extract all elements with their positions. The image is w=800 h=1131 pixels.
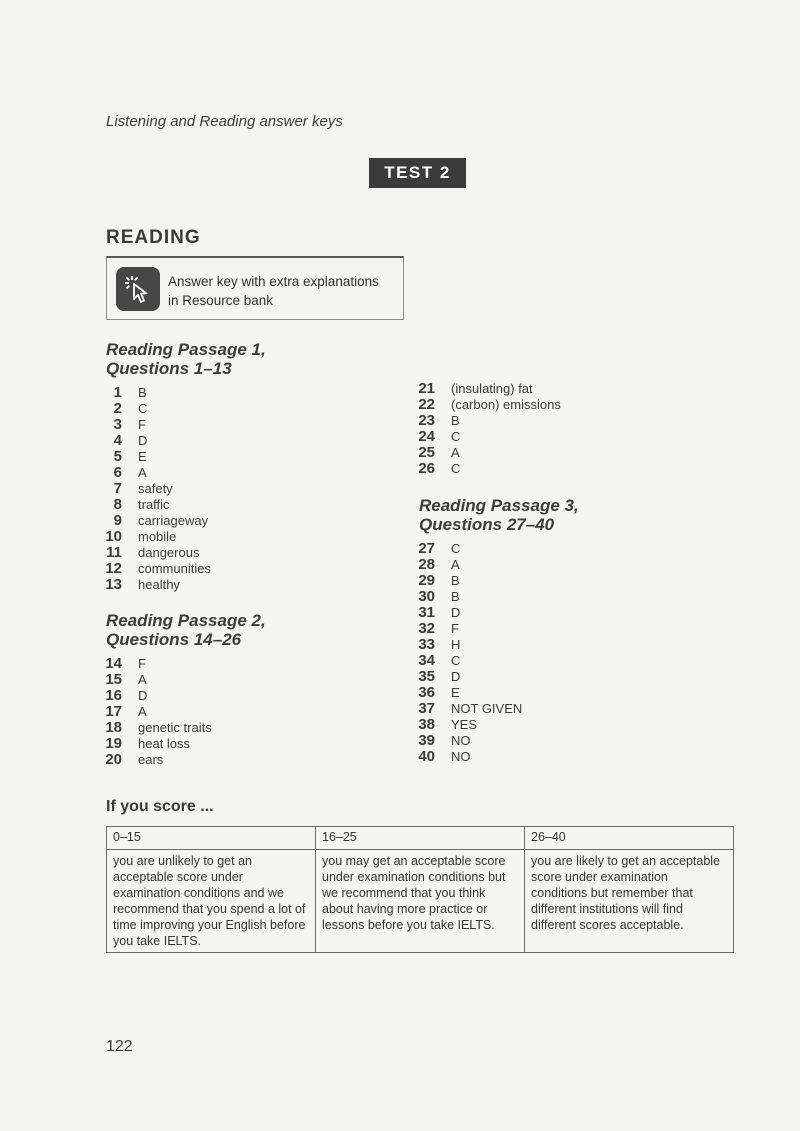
answer-row [104,560,211,576]
question-number: 31 [418,604,435,621]
answer-row [104,432,211,448]
answer-text: safety [138,481,173,496]
answer-row [104,416,211,432]
test-badge: TEST 2 [369,158,466,188]
resource-line-1: Answer key with extra explanations [168,274,379,289]
answer-row [417,716,522,732]
answer-text: traffic [138,497,170,512]
question-number: 21 [418,380,435,397]
answer-row [417,636,522,652]
answer-text: carriageway [138,513,209,528]
answer-text: (insulating) fat [451,381,533,396]
answer-row [417,588,522,604]
passage-2-title-line-1: Reading Passage 2, [106,611,266,630]
question-number: 33 [418,636,435,653]
question-number: 15 [105,671,122,688]
question-number: 27 [418,540,435,557]
answer-text: D [138,688,148,703]
question-number: 30 [418,588,435,605]
answer-text: C [451,653,461,668]
answer-row [104,735,212,751]
cursor-click-icon [116,267,160,311]
score-advice-cell: you are unlikely to get an acceptable score under examination conditions and we recommend that you spend a lot of time improving your English before you take IELTS. [107,850,316,953]
question-number: 29 [418,572,435,589]
passage-2-answers-left [104,655,212,767]
answer-text: F [138,417,146,432]
question-number: 38 [418,716,435,733]
question-number: 20 [105,751,122,768]
question-number: 18 [105,719,122,736]
question-number: 17 [105,703,122,720]
passage-2-title [106,611,266,649]
answer-row [417,748,522,764]
question-number: 13 [105,576,122,593]
page-number: 122 [106,1038,133,1055]
answer-text: NO [451,733,471,748]
answer-text: heat loss [138,736,191,751]
passage-3-title [419,496,579,534]
question-number: 19 [105,735,122,752]
question-number: 22 [418,396,435,413]
answer-text: YES [451,717,478,732]
question-number: 32 [418,620,435,637]
answer-text: A [451,557,460,572]
score-advice-cell: you are likely to get an acceptable score under examination conditions but remember that different institutions will find different scores acceptable. [525,850,734,953]
answer-row [104,496,211,512]
answer-row [417,412,561,428]
question-number: 24 [418,428,435,445]
answer-row [104,671,212,687]
question-number: 40 [418,748,435,765]
passage-1-answers [104,384,211,592]
passage-3-title-line-1: Reading Passage 3, [419,496,579,515]
question-number: 37 [418,700,435,717]
answer-row [104,528,211,544]
question-number: 5 [113,448,122,465]
answer-row [417,444,561,460]
question-number: 7 [113,480,122,497]
score-table-header-row [107,827,734,850]
answer-row [417,556,522,572]
answer-text: genetic traits [138,720,212,735]
answer-row [104,576,211,592]
answer-row [417,700,522,716]
answer-row [417,396,561,412]
question-number: 39 [418,732,435,749]
answer-row [417,428,561,444]
answer-text: healthy [138,577,180,592]
answer-text: NO [451,749,471,764]
resource-bank-text [168,272,400,310]
answer-text: C [451,461,461,476]
question-number: 3 [113,416,122,433]
answer-text: F [451,621,459,636]
passage-3-title-line-2: Questions 27–40 [419,515,555,534]
answer-text: ears [138,752,164,767]
question-number: 9 [113,512,122,529]
resource-bank-note [106,256,404,320]
question-number: 16 [105,687,122,704]
question-number: 8 [113,496,122,513]
answer-row [104,687,212,703]
answer-row [417,540,522,556]
answer-row [417,460,561,476]
answer-text: A [138,465,147,480]
passage-2-answers-right [417,380,561,476]
resource-line-2: in Resource bank [168,293,274,308]
answer-row [104,464,211,480]
answer-text: D [138,433,148,448]
question-number: 28 [418,556,435,573]
answer-text: (carbon) emissions [451,397,561,412]
answer-row [104,480,211,496]
question-number: 11 [106,544,122,561]
answer-text: D [451,669,461,684]
passage-2-title-line-2: Questions 14–26 [106,630,242,649]
answer-row [104,751,212,767]
question-number: 34 [418,652,435,669]
passage-1-title-line-2: Questions 1–13 [106,359,232,378]
answer-text: B [451,413,460,428]
answer-text: communities [138,561,211,576]
passage-1-title-line-1: Reading Passage 1, [106,340,266,359]
answer-text: NOT GIVEN [451,701,523,716]
passage-3-answers [417,540,522,764]
answer-text: E [138,449,147,464]
question-number: 25 [418,444,435,461]
answer-text: A [138,704,147,719]
question-number: 14 [105,655,122,672]
section-heading: READING [106,227,201,248]
passage-1-title [106,340,266,378]
answer-row [104,703,212,719]
answer-row [104,719,212,735]
answer-row [104,655,212,671]
answer-row [417,668,522,684]
answer-text: D [451,605,461,620]
score-range-header: 0–15 [107,827,316,850]
question-number: 1 [113,384,122,401]
answer-text: H [451,637,461,652]
question-number: 23 [418,412,435,429]
answer-row [417,572,522,588]
answer-text: A [451,445,460,460]
score-table-row [107,850,734,953]
answer-row [417,732,522,748]
answer-text: mobile [138,529,177,544]
score-range-header: 26–40 [525,827,734,850]
question-number: 12 [105,560,122,577]
answer-text: C [451,429,461,444]
answer-row [104,544,211,560]
answer-row [104,512,211,528]
answer-row [104,400,211,416]
answer-row [417,684,522,700]
question-number: 2 [113,400,122,417]
answer-text: B [451,573,460,588]
answer-row [417,652,522,668]
answer-row [104,384,211,400]
answer-text: B [451,589,460,604]
answer-text: B [138,385,147,400]
answer-text: C [451,541,461,556]
answer-text: F [138,656,146,671]
question-number: 4 [113,432,122,449]
answer-row [417,620,522,636]
answer-row [417,380,561,396]
score-table [106,826,734,953]
answer-text: C [138,401,148,416]
answer-text: E [451,685,460,700]
question-number: 36 [418,684,435,701]
question-number: 26 [418,460,435,477]
answer-row [104,448,211,464]
answer-text: dangerous [138,545,200,560]
score-heading: If you score ... [106,798,214,815]
question-number: 35 [418,668,435,685]
question-number: 10 [105,528,122,545]
running-header: Listening and Reading answer keys [106,113,343,130]
score-advice-cell: you may get an acceptable score under examination conditions but we recommend that you think about having more practice or lessons before you take IELTS. [316,850,525,953]
question-number: 6 [113,464,122,481]
score-range-header: 16–25 [316,827,525,850]
answer-row [417,604,522,620]
answer-text: A [138,672,147,687]
